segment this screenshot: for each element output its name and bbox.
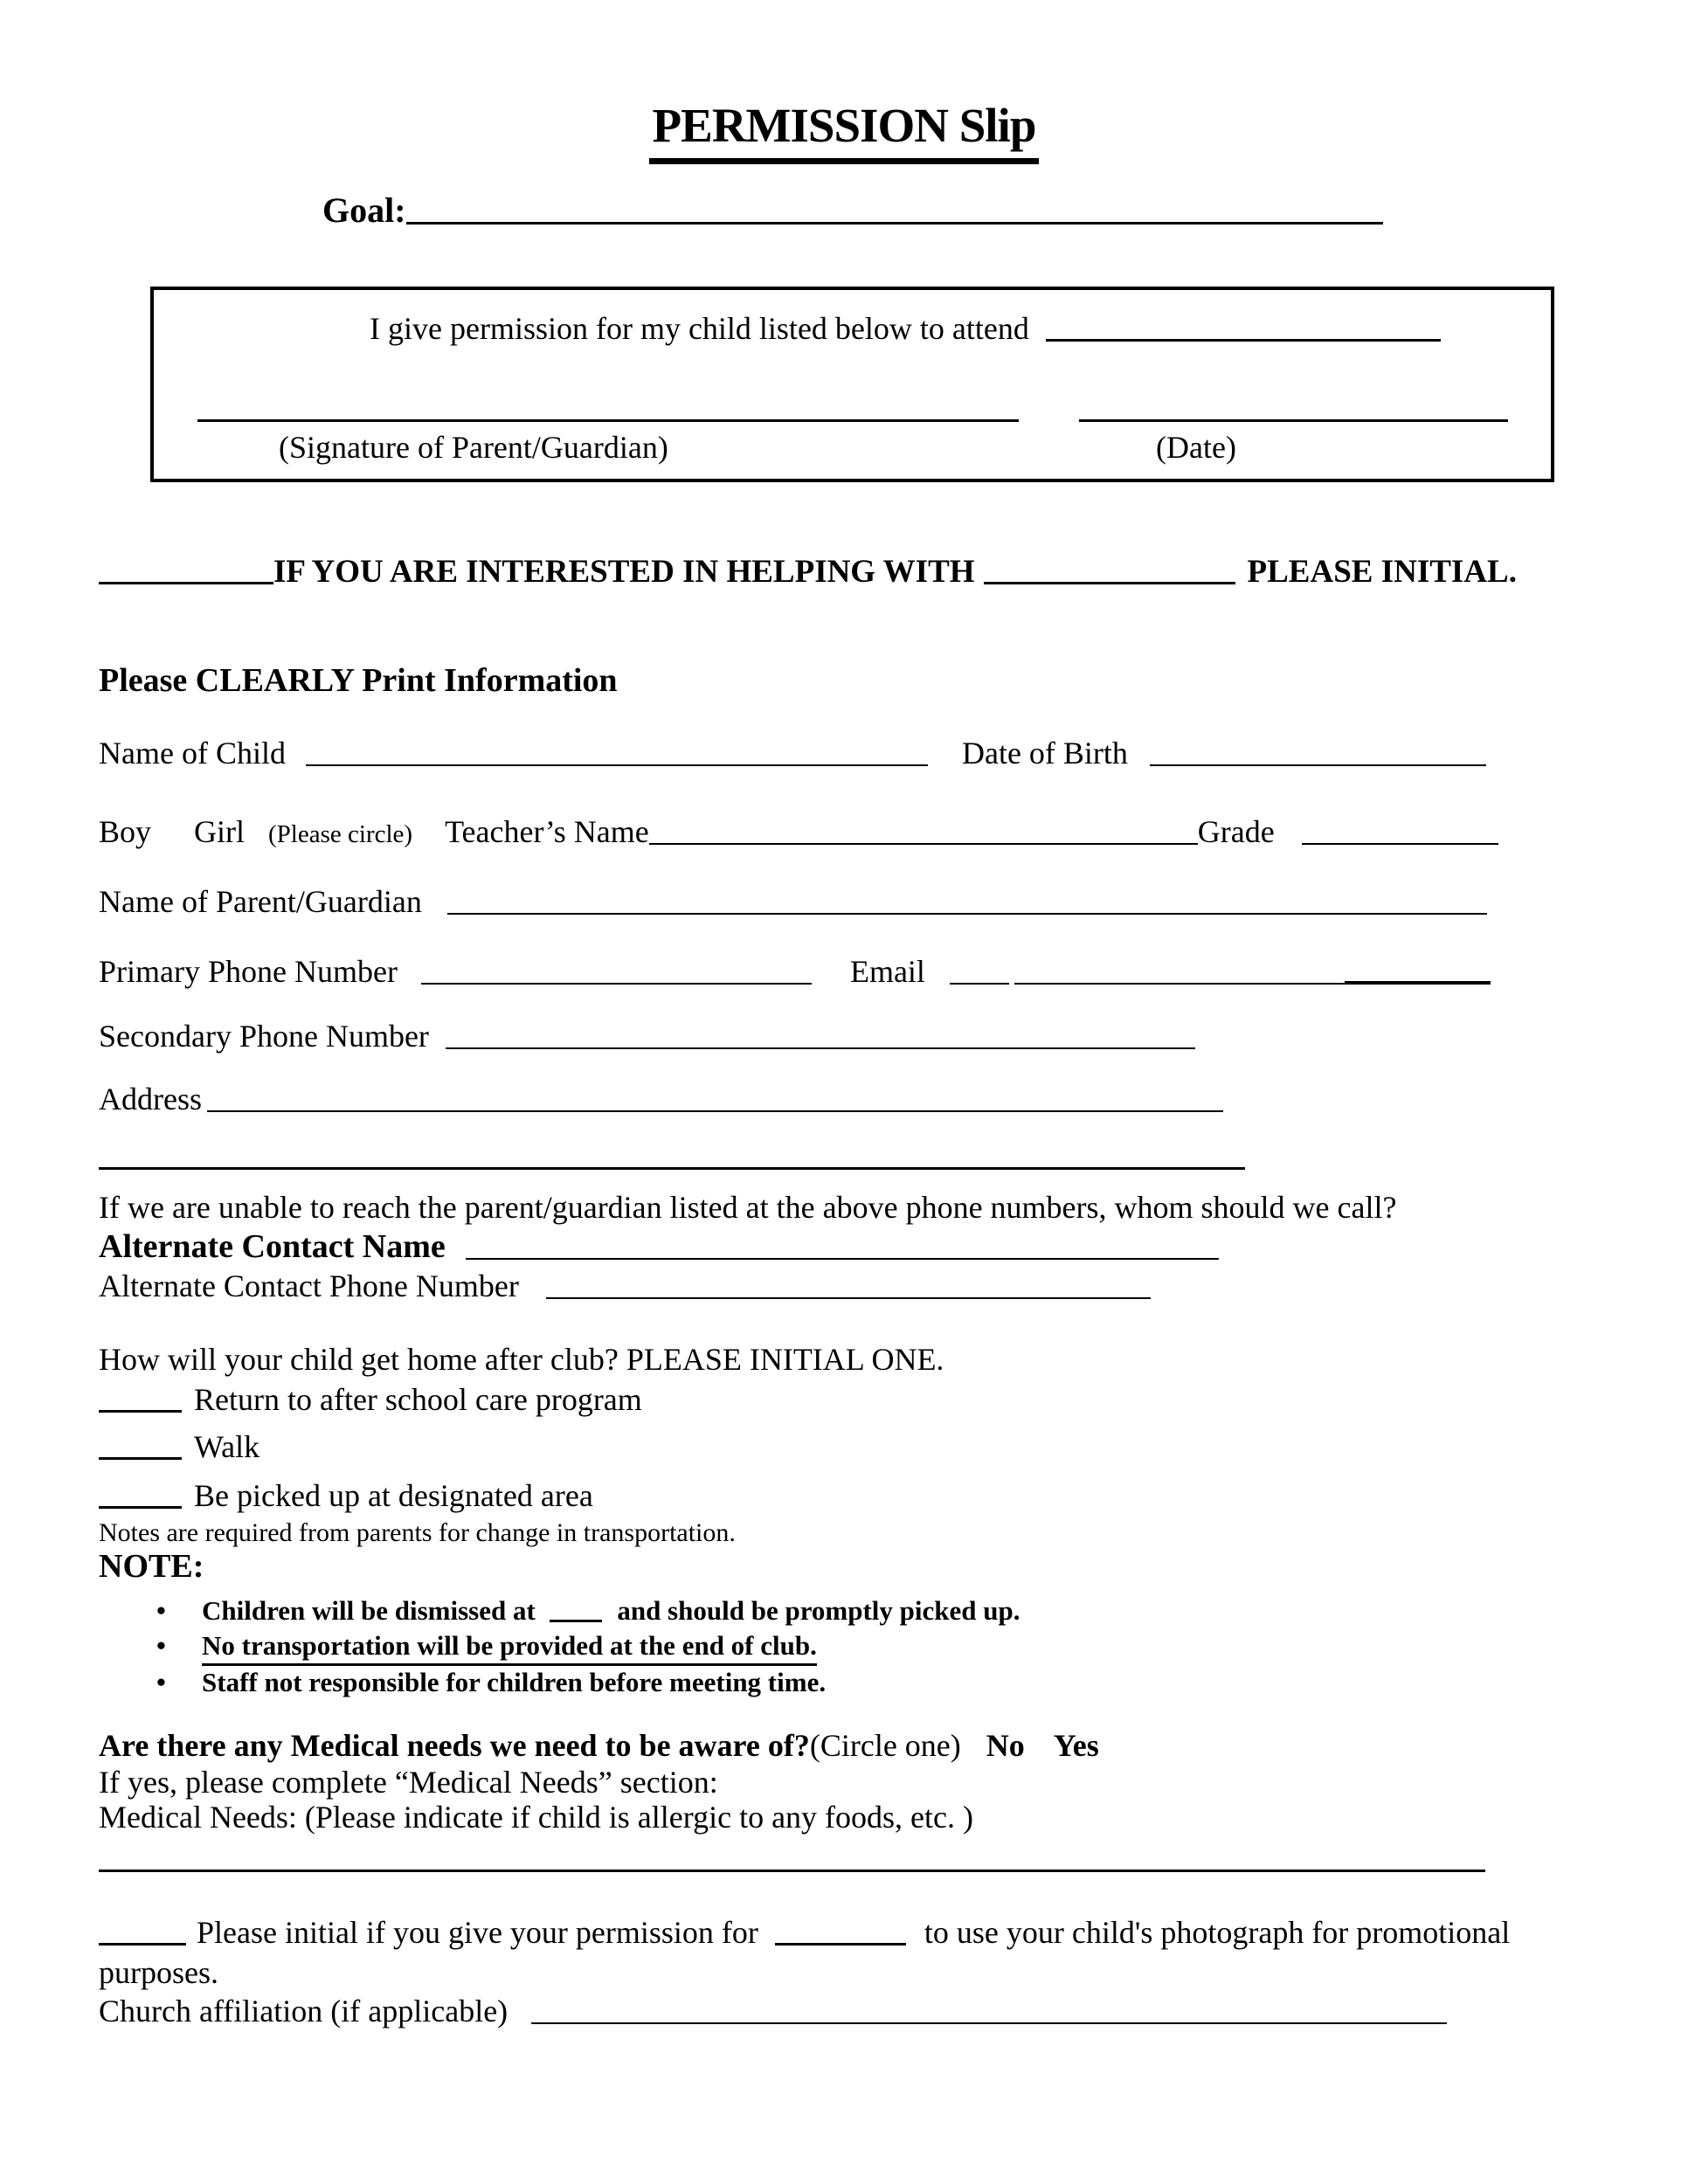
helping-row xyxy=(99,554,1517,591)
helping-initial-blank xyxy=(99,577,273,584)
transport-option-1 xyxy=(99,1382,642,1418)
helping-blank xyxy=(984,577,1235,584)
email-blank-1 xyxy=(950,978,1009,985)
bullet-icon: • xyxy=(156,1630,166,1661)
primary-phone-row xyxy=(99,954,1491,990)
church-label: Church affiliation (if applicable) xyxy=(99,1994,508,2028)
photo-permission-line1 xyxy=(99,1915,1510,1951)
alternate-name-row xyxy=(99,1228,1219,1267)
medical-question: Are there any Medical needs we need to be aware of? xyxy=(99,1728,810,1763)
circle-one-note: (Circle one) xyxy=(809,1728,961,1763)
bullet-icon: • xyxy=(156,1667,166,1697)
email-blank-3 xyxy=(1345,976,1491,985)
dob-label: Date of Birth xyxy=(961,736,1128,771)
girl-label: Girl xyxy=(194,814,246,849)
note-bullet-2 xyxy=(156,1630,817,1662)
option-label: Return to after school care program xyxy=(194,1382,642,1417)
print-info-heading: Please CLEARLY Print Information xyxy=(99,662,618,699)
medical-needs-line xyxy=(99,1870,1485,1872)
alternate-name-blank xyxy=(466,1253,1219,1260)
medical-needs-label: Medical Needs: (Please indicate if child is allergic to any foods, etc. ) xyxy=(99,1800,974,1835)
secondary-phone-row xyxy=(99,1019,1195,1054)
primary-phone-blank xyxy=(421,978,812,985)
transport-option-2 xyxy=(99,1429,259,1465)
permission-statement: I give permission for my child listed below to attend xyxy=(370,311,1029,346)
title-container xyxy=(0,98,1688,164)
alternate-phone-row xyxy=(99,1268,1151,1304)
parent-blank xyxy=(447,908,1487,915)
date-caption: (Date) xyxy=(1156,430,1236,465)
transport-question: How will your child get home after club? PLEASE INITIAL ONE. xyxy=(99,1342,944,1377)
option-label: Be picked up at designated area xyxy=(194,1478,593,1513)
bullet3-text: Staff not responsible for children before meeting time. xyxy=(202,1667,827,1697)
note-bullet-1 xyxy=(156,1595,1020,1627)
grade-blank xyxy=(1302,838,1498,845)
secondary-phone-blank xyxy=(446,1042,1195,1049)
goal-blank xyxy=(406,217,1383,225)
child-name-label: Name of Child xyxy=(99,736,286,771)
bullet2-text: No transportation will be provided at the end of club. xyxy=(202,1630,817,1666)
attend-blank xyxy=(1046,334,1441,342)
address-label: Address xyxy=(99,1082,202,1116)
yes-label: Yes xyxy=(1053,1728,1099,1763)
primary-phone-label: Primary Phone Number xyxy=(99,954,398,989)
teacher-label: Teacher’s Name xyxy=(445,814,649,849)
permission-box xyxy=(150,287,1554,482)
photo-text-pre: Please initial if you give your permission for xyxy=(197,1915,758,1950)
transport-change-note: Notes are required from parents for change in transportation. xyxy=(99,1518,736,1547)
address-continuation-line xyxy=(99,1167,1245,1170)
grade-label: Grade xyxy=(1197,814,1275,849)
option-initial-blank xyxy=(99,1501,182,1509)
dismissal-time-blank xyxy=(550,1614,602,1622)
form-title: PERMISSION Slip xyxy=(649,98,1040,164)
date-line xyxy=(1079,419,1508,422)
email-blank-2 xyxy=(1014,978,1345,985)
address-blank xyxy=(207,1105,1223,1112)
signature-caption: (Signature of Parent/Guardian) xyxy=(279,430,668,465)
permission-statement-row xyxy=(370,311,1441,347)
email-label: Email xyxy=(849,954,925,989)
church-row xyxy=(99,1994,1447,2029)
teacher-blank xyxy=(649,838,1198,845)
alternate-name-label: Alternate Contact Name xyxy=(99,1228,446,1265)
option-initial-blank xyxy=(99,1452,182,1460)
no-label: No xyxy=(986,1728,1025,1763)
medical-question-row xyxy=(99,1728,1099,1764)
child-name-row xyxy=(99,736,1486,771)
boy-label: Boy xyxy=(99,814,152,849)
photo-text-post: to use your child's photograph for promotional xyxy=(924,1915,1511,1950)
option-initial-blank xyxy=(99,1405,182,1413)
parent-label: Name of Parent/Guardian xyxy=(99,884,422,919)
goal-label: Goal: xyxy=(322,190,406,230)
helping-text-pre: IF YOU ARE INTERESTED IN HELPING WITH xyxy=(273,554,975,590)
helping-text-post: PLEASE INITIAL. xyxy=(1247,554,1517,590)
bullet-icon: • xyxy=(156,1595,166,1626)
church-blank xyxy=(531,2017,1447,2024)
photo-org-blank xyxy=(775,1938,906,1946)
dob-blank xyxy=(1150,759,1486,766)
photo-permission-line2: purposes. xyxy=(99,1955,218,1990)
alternate-intro: If we are unable to reach the parent/guardian listed at the above phone numbers, whom should we call? xyxy=(99,1190,1397,1225)
photo-initial-blank xyxy=(99,1938,186,1946)
medical-if-yes: If yes, please complete “Medical Needs” section: xyxy=(99,1765,718,1800)
alternate-phone-label: Alternate Contact Phone Number xyxy=(99,1268,519,1303)
transport-option-3 xyxy=(99,1478,593,1514)
goal-row xyxy=(322,190,1383,231)
circle-note: (Please circle) xyxy=(268,820,413,848)
secondary-phone-label: Secondary Phone Number xyxy=(99,1019,429,1054)
gender-teacher-row xyxy=(99,814,1498,850)
bullet1-text-pre: Children will be dismissed at xyxy=(202,1595,536,1626)
child-name-blank xyxy=(306,759,928,766)
alternate-phone-blank xyxy=(546,1292,1151,1299)
note-heading: NOTE: xyxy=(99,1548,204,1585)
option-label: Walk xyxy=(194,1429,260,1464)
signature-line xyxy=(197,419,1019,422)
note-bullet-3 xyxy=(156,1667,827,1698)
parent-row xyxy=(99,884,1487,920)
bullet1-text-post: and should be promptly picked up. xyxy=(617,1595,1020,1626)
address-row xyxy=(99,1082,1223,1117)
